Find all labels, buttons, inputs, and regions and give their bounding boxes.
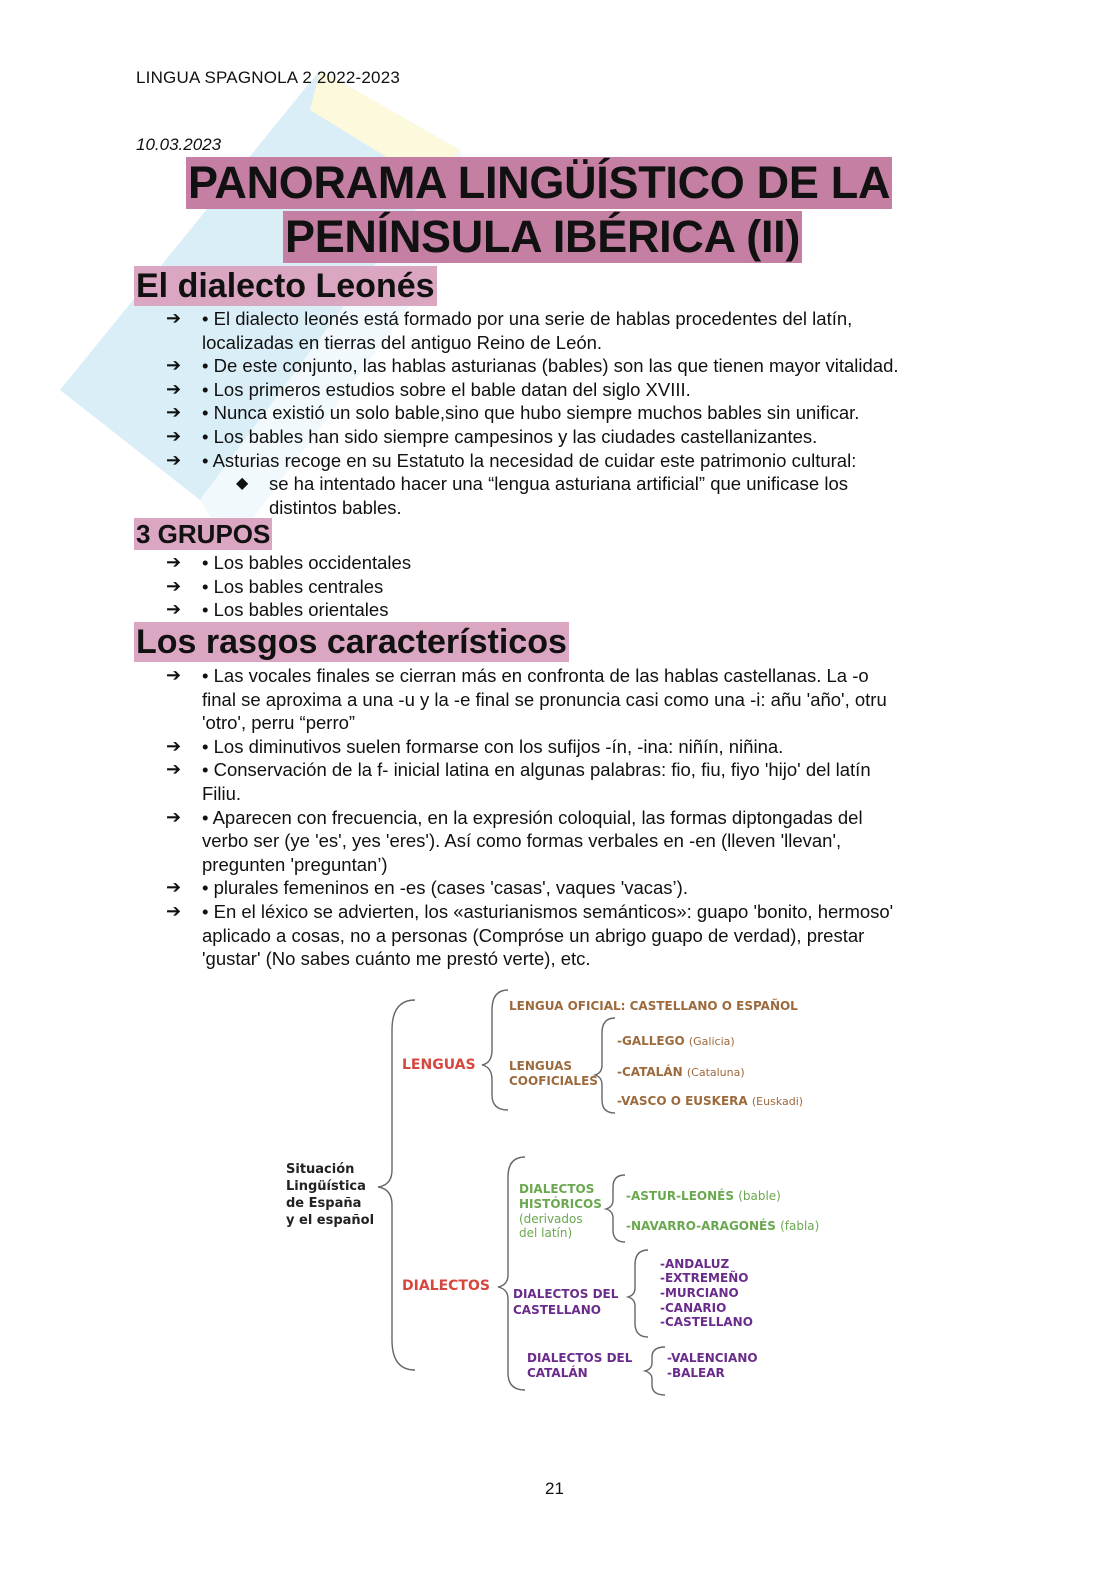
- root-label-line: de España: [286, 1196, 362, 1211]
- list-item: ➔ • Los diminutivos suelen formarse con los sufijos -ín, -ina: niñín, niñina.: [166, 735, 784, 757]
- lenguas-label: LENGUAS: [402, 1057, 476, 1073]
- arrow-icon: ➔: [166, 355, 182, 376]
- section-heading-dialecto-leones: El dialecto Leonés: [136, 267, 435, 305]
- dialecto-leones-list: [136, 307, 982, 519]
- root-label-line: Lingüística: [286, 1179, 366, 1194]
- cooficiales-brace: [595, 1018, 615, 1113]
- castellano-item: -CANARIO: [660, 1301, 727, 1315]
- historicos-label-line: (derivados: [519, 1212, 583, 1226]
- cooficial-item: -CATALÁN (Cataluna): [617, 1065, 745, 1079]
- list-item: ➔ • plurales femeninos en -es (cases 'casas', vaques 'vacas’).: [166, 877, 688, 899]
- arrow-icon: ➔: [166, 806, 182, 827]
- page-title-line-2: PENÍNSULA IBÉRICA (II): [285, 211, 801, 262]
- lengua-oficial-label: LENGUA OFICIAL: CASTELLANO O ESPAÑOL: [509, 999, 798, 1013]
- sub-list-item: ◆ se ha intentado hacer una “lengua asturiana artificial” que unificase los distintos bables.: [236, 473, 849, 518]
- list-item: ➔ • Aparecen con frecuencia, en la expresión coloquial, las formas diptongadas del verbo ser (ye 'es', yes 'eres'). Así como formas verbales en -en (lleven 'llevan', pregunten 'preguntan’): [166, 806, 863, 875]
- arrow-icon: ➔: [166, 449, 182, 470]
- castellano-label-line: CASTELLANO: [513, 1303, 601, 1317]
- list-item: ➔ • Los bables orientales: [166, 599, 389, 621]
- arrow-icon: ➔: [166, 735, 182, 756]
- castellano-label-line: DIALECTOS DEL: [513, 1287, 619, 1301]
- arrow-icon: ➔: [166, 552, 182, 572]
- list-item: ➔ • Los bables han sido siempre campesinos y las ciudades castellanizantes.: [166, 425, 818, 447]
- section-heading-rasgos: Los rasgos característicos: [136, 623, 567, 661]
- castellano-item: -CASTELLANO: [660, 1315, 753, 1329]
- lenguas-brace: [482, 990, 508, 1110]
- catalan-brace: [645, 1347, 665, 1395]
- castellano-brace: [628, 1250, 648, 1337]
- list-item: ➔ • Los bables centrales: [166, 575, 384, 597]
- arrow-icon: ➔: [166, 900, 182, 921]
- arrow-icon: ➔: [166, 308, 182, 328]
- list-item: ➔ • El dialecto leonés está formado por una serie de hablas procedentes del latín, localizadas en tierras del antiguo Reino de León.: [166, 308, 853, 353]
- root-label-line: y el español: [286, 1213, 375, 1228]
- arrow-icon: ➔: [166, 575, 182, 596]
- rasgos-list: [136, 664, 982, 971]
- historicos-label-line: HISTÓRICOS: [519, 1197, 602, 1211]
- list-item: ➔ • Las vocales finales se cierran más en confronta de las hablas castellanas. La -o final se aproxima a una -u y la -e final se pronuncia casi como una -i: añu 'año', otru 'otro', perru “perro”: [166, 665, 887, 734]
- catalan-item: -VALENCIANO: [667, 1351, 758, 1365]
- root-brace: [378, 1000, 415, 1370]
- dialectos-label: DIALECTOS: [402, 1278, 490, 1294]
- root-label-line: Situación: [286, 1162, 355, 1177]
- cooficiales-label-line: COOFICIALES: [509, 1074, 598, 1088]
- grupos-list: [136, 551, 982, 622]
- arrow-icon: ➔: [166, 759, 182, 780]
- cooficial-item: -GALLEGO (Galicia): [617, 1034, 735, 1048]
- cooficiales-label-line: LENGUAS: [509, 1059, 573, 1073]
- linguistic-situation-diagram: [280, 985, 840, 1405]
- arrow-icon: ➔: [166, 378, 182, 399]
- historico-item: -NAVARRO-ARAGONÉS (fabla): [626, 1219, 820, 1233]
- list-item: ➔ • De este conjunto, las hablas asturianas (bables) son las que tienen mayor vitalidad.: [166, 355, 899, 377]
- arrow-icon: ➔: [166, 665, 182, 685]
- historicos-label-line: del latín): [519, 1226, 573, 1240]
- document-header: LINGUA SPAGNOLA 2 2022-2023: [136, 68, 401, 87]
- list-item: ➔ • Asturias recoge en su Estatuto la necesidad de cuidar este patrimonio cultural:: [166, 449, 857, 471]
- historicos-brace: [606, 1175, 625, 1242]
- castellano-item: -EXTREMEÑO: [660, 1271, 749, 1285]
- arrow-icon: ➔: [166, 877, 182, 898]
- catalan-label-line: DIALECTOS DEL: [527, 1351, 633, 1365]
- arrow-icon: ➔: [166, 402, 182, 423]
- page-title-line-1: PANORAMA LINGÜÍSTICO DE LA: [188, 157, 891, 208]
- catalan-label-line: CATALÁN: [527, 1366, 588, 1380]
- arrow-icon: ➔: [166, 599, 182, 620]
- list-item: ➔ • En el léxico se advierten, los «asturianismos semánticos»: guapo 'bonito, hermoso' aplicado a cosas, no a personas (Compróse un abrigo guapo de verdad), prestar 'gustar' (No sabes cuánto me prestó verte), etc.: [166, 900, 894, 970]
- list-item: ➔ • Conservación de la f- inicial latina en algunas palabras: fio, fiu, fiyo 'hijo' del latín Filiu.: [166, 759, 871, 804]
- castellano-item: -ANDALUZ: [660, 1257, 730, 1271]
- page-number: 21: [545, 1479, 564, 1498]
- historico-item: -ASTUR-LEONÉS (bable): [626, 1189, 781, 1203]
- catalan-item: -BALEAR: [667, 1366, 725, 1380]
- diamond-bullet-icon: ◆: [236, 475, 249, 493]
- document-date: 10.03.2023: [136, 135, 222, 154]
- list-item: ➔ • Los bables occidentales: [166, 552, 412, 573]
- list-item: ➔ • Nunca existió un solo bable,sino que hubo siempre muchos bables sin unificar.: [166, 402, 860, 424]
- cooficial-item: -VASCO O EUSKERA (Euskadi): [617, 1094, 804, 1108]
- arrow-icon: ➔: [166, 425, 182, 446]
- historicos-label-line: DIALECTOS: [519, 1182, 595, 1196]
- list-item: ➔ • Los primeros estudios sobre el bable datan del siglo XVIII.: [166, 378, 691, 400]
- castellano-item: -MURCIANO: [660, 1286, 739, 1300]
- section-heading-3-grupos: 3 GRUPOS: [136, 519, 271, 549]
